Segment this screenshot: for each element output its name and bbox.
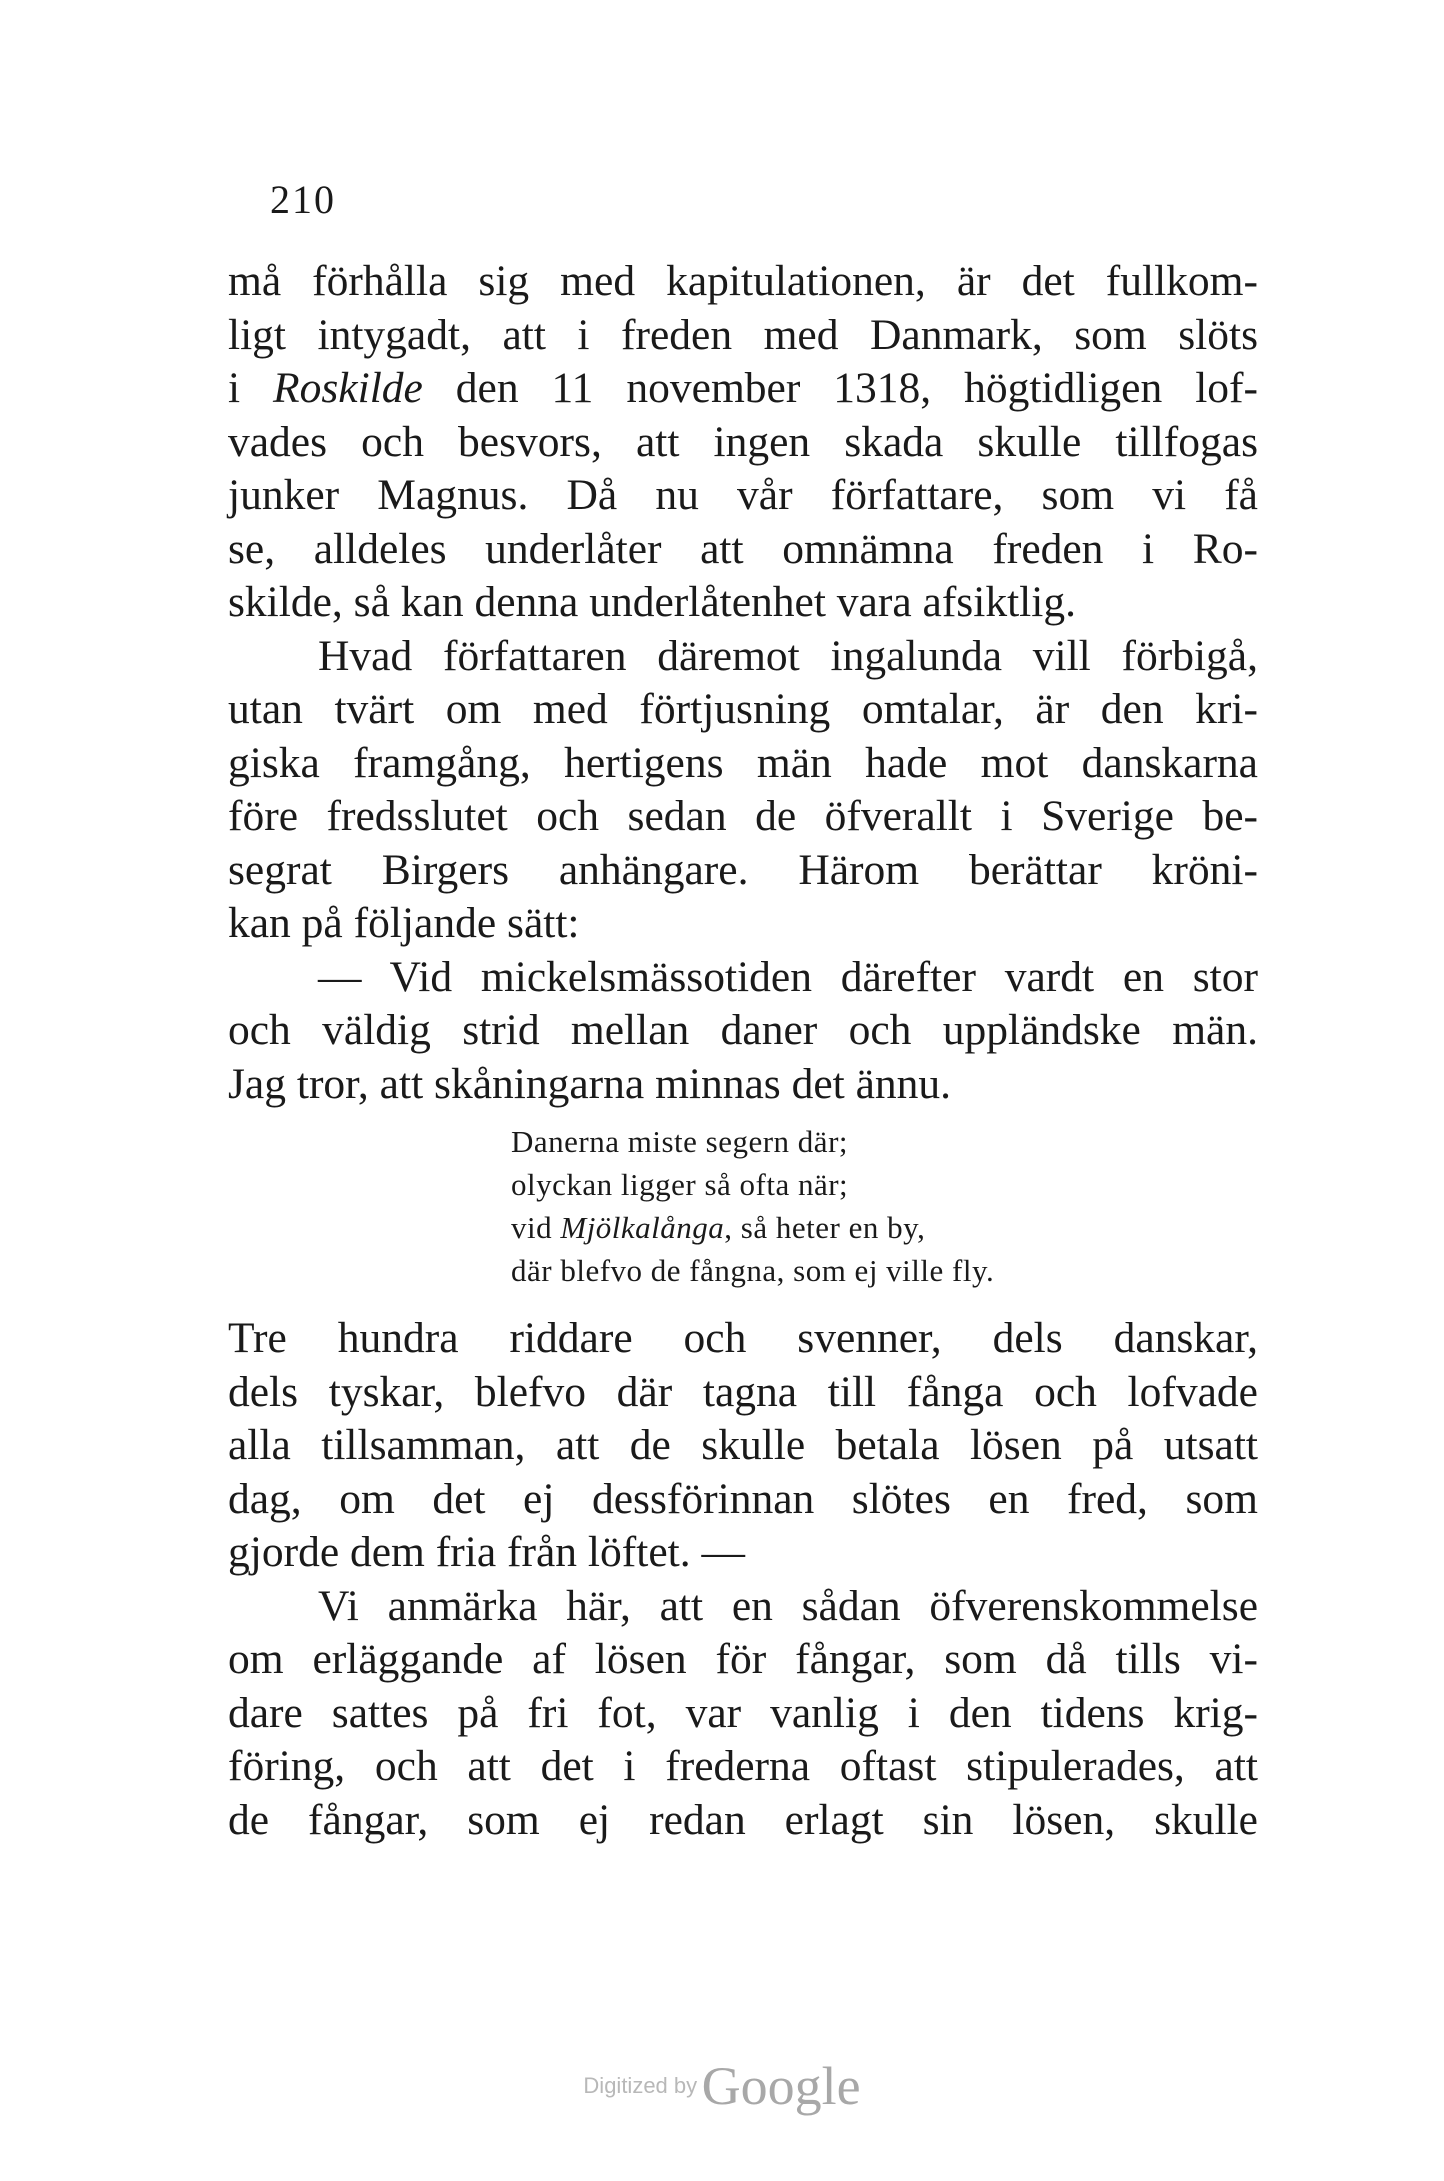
text-line [228, 362, 1258, 416]
text-segment: den 11 november 1318, högtidligen lof- [422, 364, 1258, 412]
page-number: 210 [270, 177, 336, 222]
text-line: ligt intygadt, att i freden med Danmark, som slöts [228, 310, 1258, 359]
digitized-by-text: Digitized by [583, 2073, 698, 2098]
text-segment: , så heter en by, [724, 1210, 926, 1245]
text-line: de fångar, som ej redan erlagt sin lösen, skulle [228, 1795, 1258, 1844]
place-name-mjolkalanga: Mjölkalånga [560, 1210, 725, 1245]
text-line: dag, om det ej dessförinnan slötes en fred, som [228, 1474, 1258, 1523]
text-segment: i [228, 364, 274, 412]
text-line: Jag tror, att skåningarna minnas det ännu. [228, 1059, 952, 1108]
text-line: vades och besvors, att ingen skada skulle tillfogas [228, 417, 1258, 466]
text-line: dels tyskar, blefvo där tagna till fånga och lofvade [228, 1367, 1258, 1416]
text-line: kan på följande sätt: [228, 899, 580, 947]
text-line: Vi anmärka här, att en sådan öfverenskommelse [318, 1581, 1258, 1630]
text-line: giska framgång, hertigens män hade mot danskarna [228, 738, 1258, 787]
text-line: alla tillsamman, att de skulle betala lösen på utsatt [228, 1421, 1258, 1469]
text-line: må förhålla sig med kapitulationen, är det fullkom- [228, 257, 1258, 305]
verse-line: olyckan ligger så ofta när; [511, 1167, 849, 1202]
verse-quote [511, 1120, 994, 1292]
text-line: och väldig strid mellan daner och uppländske män. [228, 1006, 1258, 1054]
verse-line: Danerna miste segern där; [511, 1124, 849, 1159]
digitized-watermark [0, 2055, 1444, 2117]
google-logo: Google [701, 2056, 861, 2116]
text-line: Tre hundra riddare och svenner, dels danskar, [228, 1314, 1258, 1362]
text-line: dare sattes på fri fot, var vanlig i den tidens krig- [228, 1688, 1258, 1737]
verse-line: där blefvo de fångna, som ej ville fly. [511, 1253, 995, 1288]
text-segment: vid [511, 1210, 561, 1245]
text-line: se, alldeles underlåter att omnämna freden i Ro- [228, 524, 1258, 573]
text-line: junker Magnus. Då nu vår författare, som vi få [228, 471, 1258, 519]
text-line: om erläggande af lösen för fångar, som då tills vi- [228, 1635, 1258, 1683]
main-text-upper [228, 255, 1258, 1111]
main-text-lower [228, 1312, 1258, 1847]
text-line: — Vid mickelsmässotiden därefter vardt en stor [318, 952, 1258, 1001]
text-line: föring, och att det i frederna oftast stipulerades, att [228, 1742, 1258, 1790]
text-line: segrat Birgers anhängare. Härom berättar kröni- [228, 845, 1258, 894]
text-line: Hvad författaren däremot ingalunda vill förbigå, [318, 631, 1258, 680]
verse-line [511, 1206, 994, 1249]
text-line: skilde, så kan denna underlåtenhet vara afsiktlig. [228, 578, 1076, 626]
text-line: gjorde dem fria från löftet. — [228, 1528, 745, 1576]
text-line: före fredsslutet och sedan de öfverallt i Sverige be- [228, 792, 1258, 840]
place-name-roskilde: Roskilde [273, 364, 423, 412]
text-line: utan tvärt om med förtjusning omtalar, är den kri- [228, 685, 1258, 733]
